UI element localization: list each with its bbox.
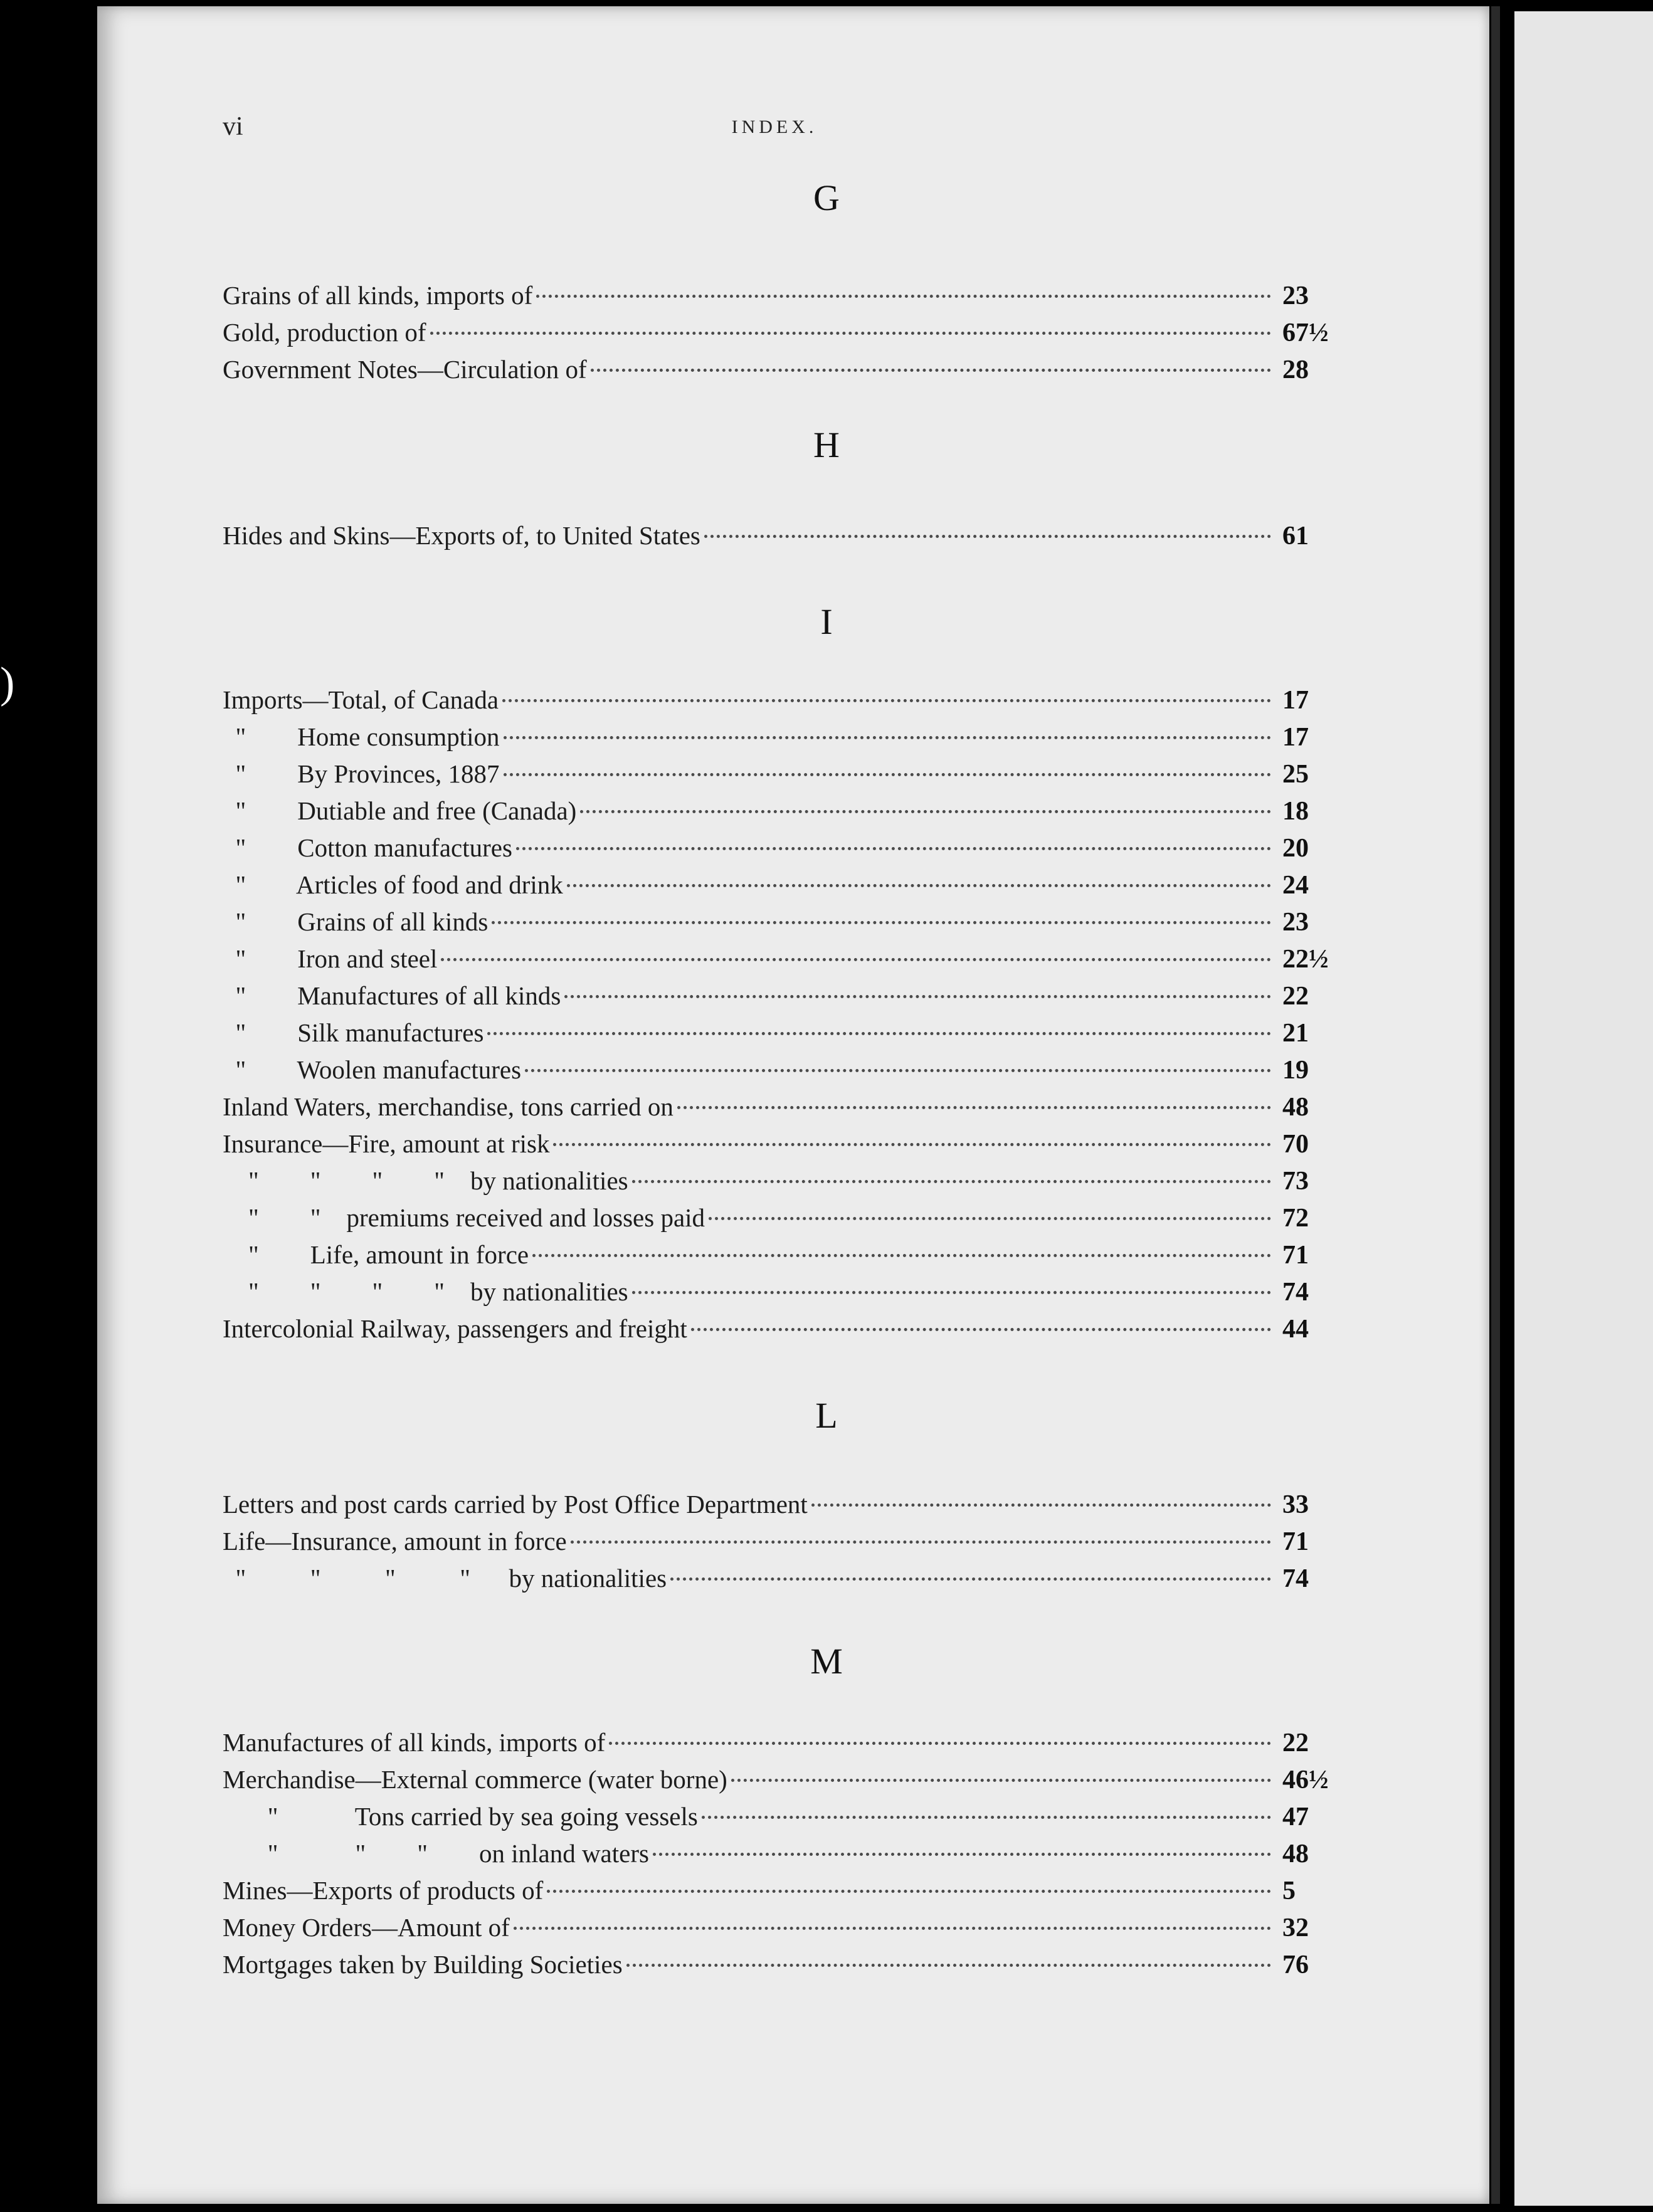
entry-page: 71 xyxy=(1282,1527,1309,1556)
entry-text: " " premiums received and losses paid xyxy=(223,1203,705,1232)
dot-leader xyxy=(677,1081,1271,1109)
entry-page: 23 xyxy=(1282,908,1309,937)
entry-page: 72 xyxy=(1282,1204,1309,1233)
page-gutter xyxy=(1491,6,1500,2204)
entry-page: 76 xyxy=(1282,1951,1309,1979)
dot-leader xyxy=(504,711,1271,739)
dot-leader xyxy=(487,1007,1271,1035)
entry-page: 70 xyxy=(1282,1130,1309,1159)
entry-text: " Cotton manufactures xyxy=(223,833,512,862)
entry-text: Imports—Total, of Canada xyxy=(223,685,499,714)
dot-leader xyxy=(609,1717,1271,1745)
dot-leader xyxy=(670,1552,1271,1581)
page-title: INDEX. xyxy=(731,117,818,137)
section-letter-h: H xyxy=(813,424,840,465)
index-entry xyxy=(223,1309,1326,1346)
entry-text: " By Provinces, 1887 xyxy=(223,759,500,788)
index-entry xyxy=(223,350,1326,386)
running-head xyxy=(223,112,1326,155)
dot-leader xyxy=(704,510,1271,538)
dot-leader xyxy=(811,1478,1271,1507)
entry-page: 19 xyxy=(1282,1056,1309,1085)
entry-page: 22 xyxy=(1282,1729,1309,1757)
entry-text: " Iron and steel xyxy=(223,944,438,973)
section-letter-i: I xyxy=(820,601,833,642)
entry-page: 17 xyxy=(1282,686,1309,715)
scan-edge-mark: ) xyxy=(0,659,15,707)
facing-page-edge xyxy=(1514,11,1653,2206)
entry-page: 44 xyxy=(1282,1315,1309,1344)
entry-text: " Life, amount in force xyxy=(223,1240,529,1269)
entry-page: 22 xyxy=(1282,982,1309,1011)
dot-leader xyxy=(691,1303,1271,1331)
dot-leader xyxy=(502,674,1271,702)
entry-text: " Tons carried by sea going vessels xyxy=(223,1802,698,1831)
entry-page: 74 xyxy=(1282,1564,1309,1593)
dot-leader xyxy=(430,307,1271,335)
dot-leader xyxy=(709,1192,1271,1220)
dot-leader xyxy=(702,1791,1271,1819)
entry-text: Intercolonial Railway, passengers and freight xyxy=(223,1314,687,1343)
entry-page: 22½ xyxy=(1282,945,1329,974)
entry-page: 20 xyxy=(1282,834,1309,863)
entry-text: Merchandise—External commerce (water borne) xyxy=(223,1765,727,1794)
entry-text: " " " " by nationalities xyxy=(223,1166,628,1195)
entry-page: 74 xyxy=(1282,1278,1309,1307)
entry-text: " Silk manufactures xyxy=(223,1018,484,1047)
entry-page: 28 xyxy=(1282,356,1309,384)
entry-page: 48 xyxy=(1282,1093,1309,1122)
entry-page: 67½ xyxy=(1282,319,1329,347)
entry-text: Gold, production of xyxy=(223,318,426,347)
dot-leader xyxy=(547,1865,1271,1893)
dot-leader xyxy=(492,896,1271,924)
entry-page: 61 xyxy=(1282,522,1309,550)
dot-leader xyxy=(567,859,1271,887)
entry-text: Insurance—Fire, amount at risk xyxy=(223,1129,550,1158)
entry-text: " " " on inland waters xyxy=(223,1839,649,1868)
dot-leader xyxy=(516,822,1271,850)
entry-text: Money Orders—Amount of xyxy=(223,1913,510,1942)
entry-page: 25 xyxy=(1282,760,1309,789)
dot-leader xyxy=(536,270,1271,298)
entry-text: Life—Insurance, amount in force xyxy=(223,1527,567,1556)
entry-text: Mines—Exports of products of xyxy=(223,1876,544,1905)
entry-text: Mortgages taken by Building Societies xyxy=(223,1950,623,1979)
dot-leader xyxy=(514,1902,1271,1930)
dot-leader xyxy=(591,344,1271,372)
index-entry xyxy=(223,1945,1326,1981)
entry-text: Hides and Skins—Exports of, to United States xyxy=(223,521,700,550)
index-entry xyxy=(223,1559,1326,1595)
section-letter-l: L xyxy=(815,1395,838,1436)
dot-leader xyxy=(553,1118,1271,1146)
dot-leader xyxy=(626,1939,1271,1967)
entry-page: 33 xyxy=(1282,1490,1309,1519)
dot-leader xyxy=(525,1044,1271,1072)
dot-leader xyxy=(632,1266,1271,1294)
entry-page: 18 xyxy=(1282,797,1309,826)
dot-leader xyxy=(571,1515,1271,1544)
dot-leader xyxy=(653,1828,1271,1856)
dot-leader xyxy=(564,970,1271,998)
entry-text: Inland Waters, merchandise, tons carried on xyxy=(223,1092,673,1121)
entry-page: 47 xyxy=(1282,1803,1309,1831)
entry-page: 21 xyxy=(1282,1019,1309,1048)
entry-text: Government Notes—Circulation of xyxy=(223,355,587,384)
entry-page: 48 xyxy=(1282,1840,1309,1868)
entry-text: " Dutiable and free (Canada) xyxy=(223,796,577,825)
dot-leader xyxy=(532,1229,1271,1257)
entry-page: 23 xyxy=(1282,282,1309,310)
entry-text: " Home consumption xyxy=(223,722,500,751)
section-letter-m: M xyxy=(810,1641,843,1682)
dot-leader xyxy=(441,933,1271,961)
dot-leader xyxy=(731,1754,1271,1782)
page-number: vi xyxy=(223,112,243,141)
entry-text: Grains of all kinds, imports of xyxy=(223,281,533,310)
index-entry xyxy=(223,516,1326,552)
entry-page: 5 xyxy=(1282,1877,1296,1905)
entry-text: " " " " by nationalities xyxy=(223,1277,628,1306)
dot-leader xyxy=(632,1155,1271,1183)
dot-leader xyxy=(504,748,1271,776)
entry-page: 73 xyxy=(1282,1167,1309,1196)
section-letter-g: G xyxy=(813,177,840,218)
entry-text: " Woolen manufactures xyxy=(223,1055,522,1084)
entry-text: " Manufactures of all kinds xyxy=(223,981,561,1010)
entry-text: " Articles of food and drink xyxy=(223,870,563,899)
entry-page: 71 xyxy=(1282,1241,1309,1270)
entry-text: " " " " by nationalities xyxy=(223,1564,667,1593)
entry-text: " Grains of all kinds xyxy=(223,907,489,936)
entry-page: 17 xyxy=(1282,723,1309,752)
entry-page: 32 xyxy=(1282,1914,1309,1942)
dot-leader xyxy=(580,785,1271,813)
entry-text: Letters and post cards carried by Post Office Department xyxy=(223,1490,808,1519)
entry-page: 46½ xyxy=(1282,1766,1329,1794)
entry-text: Manufactures of all kinds, imports of xyxy=(223,1728,606,1757)
entry-page: 24 xyxy=(1282,871,1309,900)
